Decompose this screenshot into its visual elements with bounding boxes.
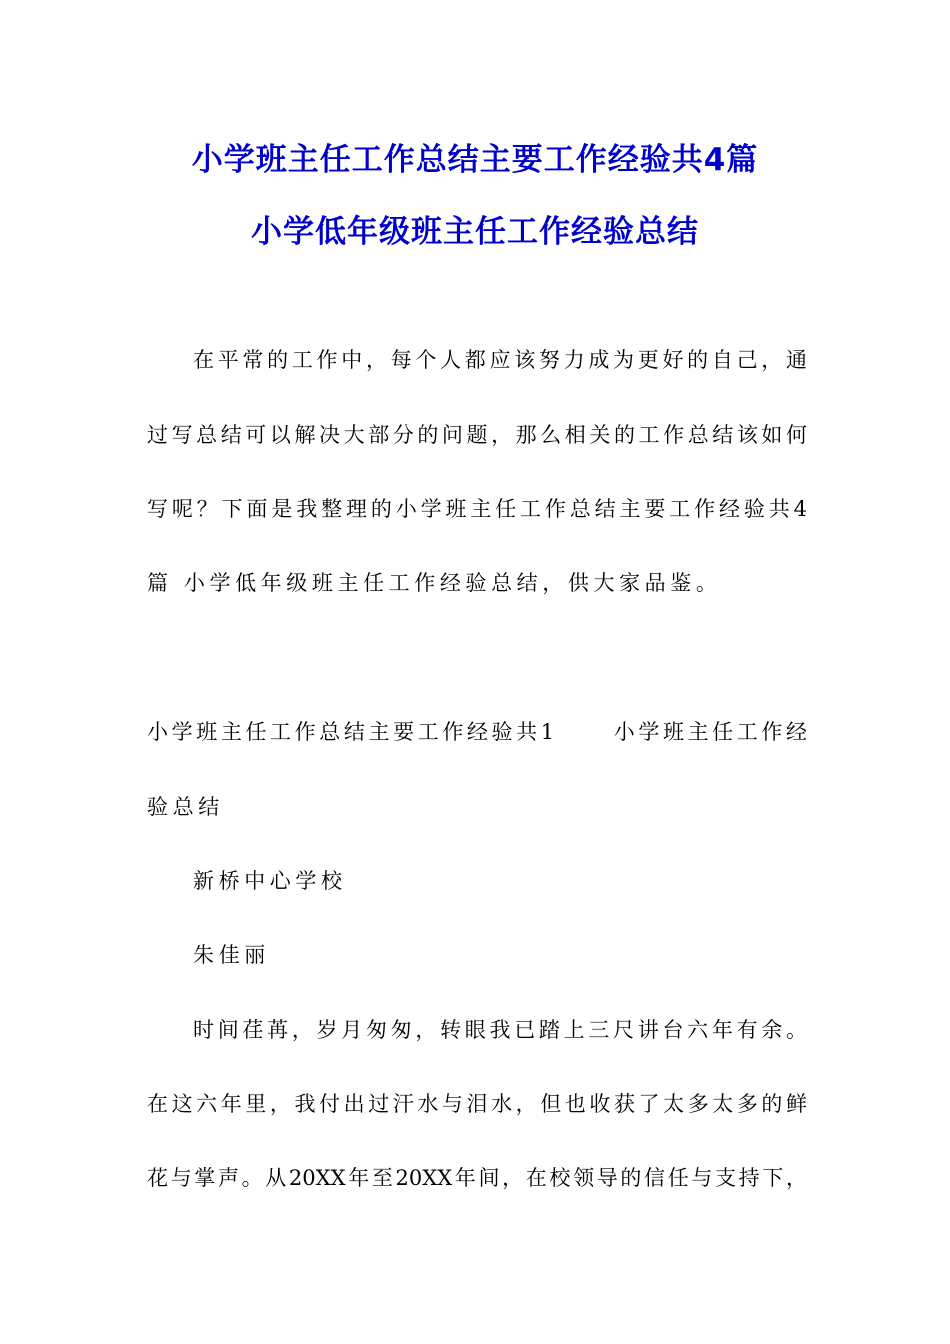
- body-paragraph-line-1: 时间荏苒，岁月匆匆，转眼我已踏上三尺讲台六年有余。: [193, 1018, 807, 1042]
- section-heading-part-2: 小学班主任工作经: [610, 720, 808, 744]
- intro-paragraph-line-3: 写呢？下面是我整理的小学班主任工作总结主要工作经验共4: [147, 497, 807, 521]
- author-name: 朱佳丽: [193, 943, 270, 967]
- intro-paragraph-line-1: 在平常的工作中，每个人都应该努力成为更好的自己，通: [193, 348, 807, 372]
- body-paragraph-line-2: 在这六年里，我付出过汗水与泪水，但也收获了太多太多的鲜: [147, 1092, 807, 1116]
- document-title-line-2: 小学低年级班主任工作经验总结: [251, 214, 699, 250]
- section-heading-part-1: 小学班主任工作总结主要工作经验共1: [147, 720, 555, 744]
- section-heading-line-2: 验总结: [147, 795, 224, 819]
- section-heading-line-1: [147, 717, 807, 747]
- school-name: 新桥中心学校: [193, 869, 347, 893]
- intro-paragraph-line-4: 篇 小学低年级班主任工作经验总结，供大家品鉴。: [147, 571, 722, 595]
- document-title-line-1: 小学班主任工作总结主要工作经验共4篇: [191, 142, 759, 178]
- body-paragraph-line-3: 花与掌声。从20XX年至20XX年间，在校领导的信任与支持下，: [147, 1166, 807, 1190]
- intro-paragraph-line-2: 过写总结可以解决大部分的问题，那么相关的工作总结该如何: [147, 423, 807, 447]
